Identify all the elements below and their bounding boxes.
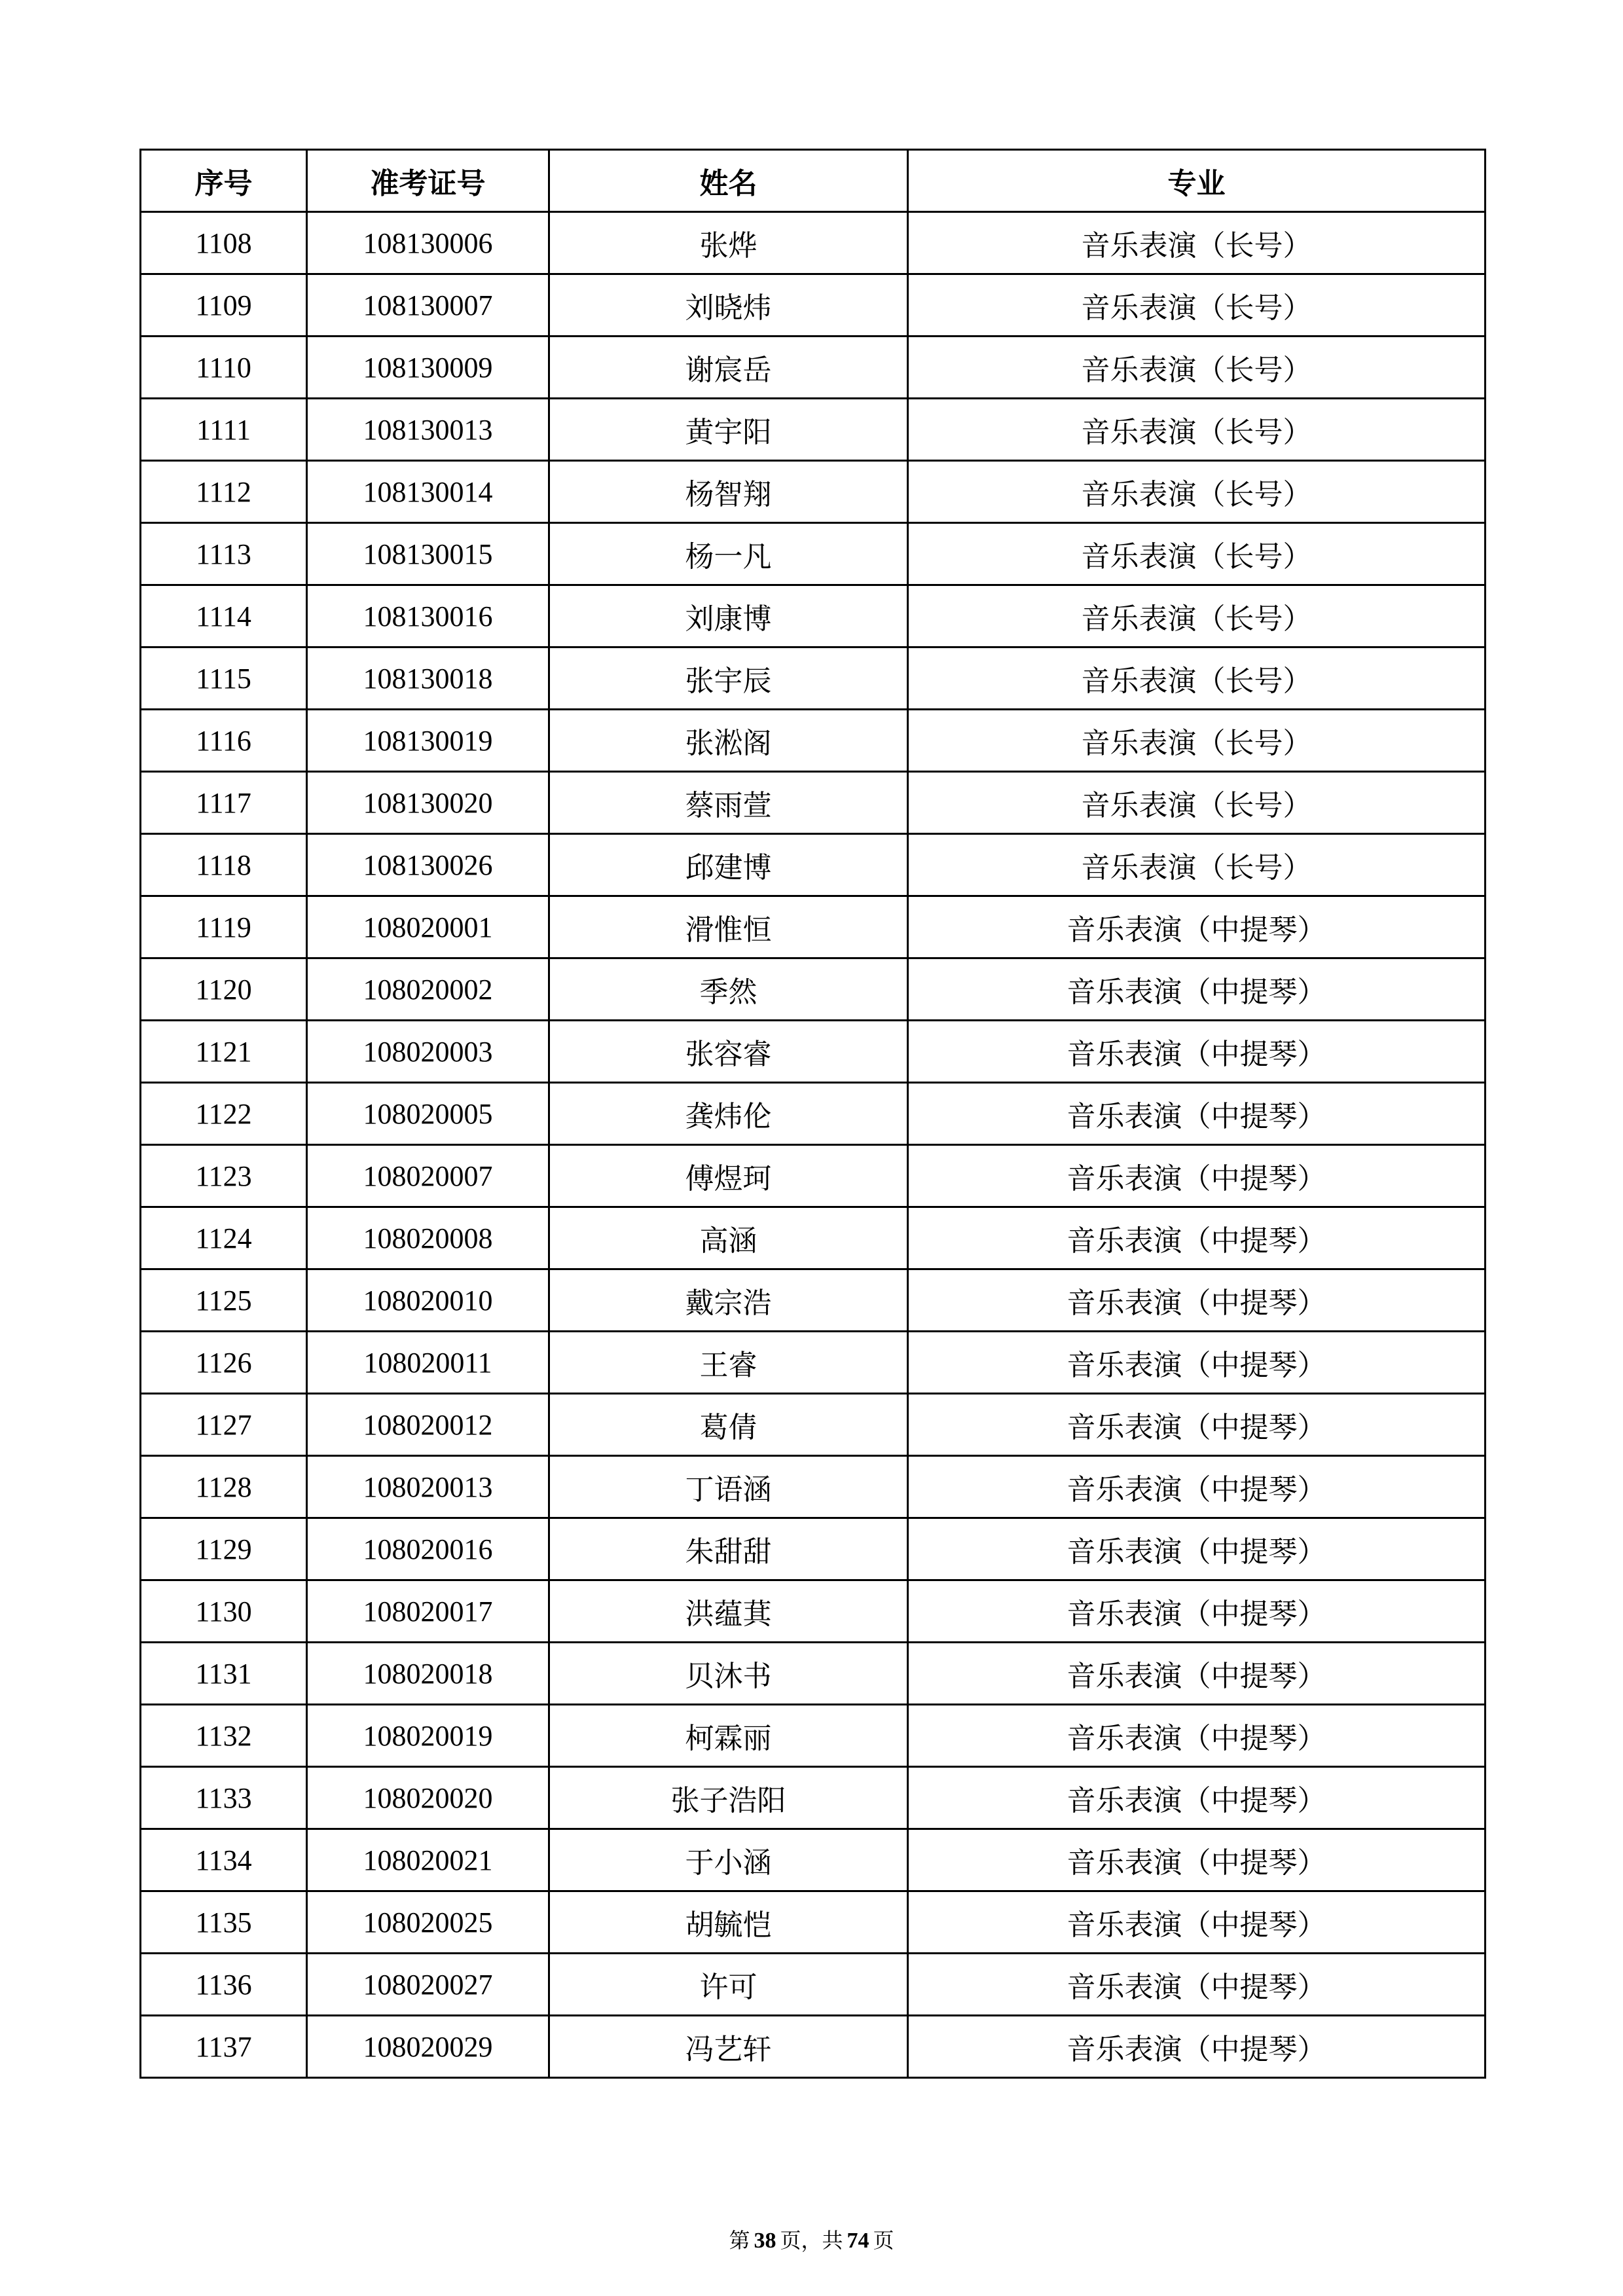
- cell-index: 1115: [141, 647, 307, 710]
- cell-name: 龚炜伦: [549, 1083, 908, 1145]
- cell-name: 张子浩阳: [549, 1767, 908, 1829]
- cell-exam-id: 108130019: [307, 710, 549, 772]
- cell-exam-id: 108020001: [307, 896, 549, 958]
- cell-major: 音乐表演（中提琴）: [908, 1145, 1486, 1207]
- cell-major: 音乐表演（中提琴）: [908, 1021, 1486, 1083]
- cell-major: 音乐表演（中提琴）: [908, 1394, 1486, 1456]
- cell-major: 音乐表演（长号）: [908, 337, 1486, 399]
- table-row: [141, 1954, 1486, 2016]
- cell-name: 洪蕴萁: [549, 1580, 908, 1643]
- cell-name: 傅煜珂: [549, 1145, 908, 1207]
- table-row: [141, 337, 1486, 399]
- cell-exam-id: 108020029: [307, 2016, 549, 2078]
- header-row: [141, 150, 1486, 212]
- cell-index: 1121: [141, 1021, 307, 1083]
- cell-index: 1130: [141, 1580, 307, 1643]
- table-row: [141, 1021, 1486, 1083]
- cell-index: 1108: [141, 212, 307, 274]
- header-major: 专业: [908, 150, 1486, 212]
- cell-major: 音乐表演（中提琴）: [908, 1643, 1486, 1705]
- table-row: [141, 274, 1486, 337]
- cell-name: 冯艺轩: [549, 2016, 908, 2078]
- cell-name: 张宇辰: [549, 647, 908, 710]
- cell-index: 1110: [141, 337, 307, 399]
- footer-page-number: 38: [754, 2229, 776, 2253]
- cell-name: 王睿: [549, 1332, 908, 1394]
- cell-name: 刘晓炜: [549, 274, 908, 337]
- cell-major: 音乐表演（中提琴）: [908, 1332, 1486, 1394]
- cell-exam-id: 108020011: [307, 1332, 549, 1394]
- cell-exam-id: 108020003: [307, 1021, 549, 1083]
- cell-exam-id: 108020010: [307, 1269, 549, 1332]
- footer-prefix: 第: [729, 2228, 750, 2253]
- cell-index: 1123: [141, 1145, 307, 1207]
- table-row: [141, 1394, 1486, 1456]
- cell-name: 高涵: [549, 1207, 908, 1269]
- table-row: [141, 710, 1486, 772]
- cell-name: 胡毓恺: [549, 1891, 908, 1954]
- cell-index: 1131: [141, 1643, 307, 1705]
- cell-exam-id: 108130015: [307, 523, 549, 585]
- cell-index: 1129: [141, 1518, 307, 1580]
- cell-name: 杨一凡: [549, 523, 908, 585]
- cell-exam-id: 108130018: [307, 647, 549, 710]
- cell-exam-id: 108020008: [307, 1207, 549, 1269]
- table-row: [141, 647, 1486, 710]
- table-row: [141, 1829, 1486, 1891]
- cell-exam-id: 108020017: [307, 1580, 549, 1643]
- header-exam-id: 准考证号: [307, 150, 549, 212]
- cell-index: 1128: [141, 1456, 307, 1518]
- cell-name: 张烨: [549, 212, 908, 274]
- cell-exam-id: 108020007: [307, 1145, 549, 1207]
- cell-exam-id: 108020025: [307, 1891, 549, 1954]
- cell-index: 1136: [141, 1954, 307, 2016]
- table-row: [141, 1269, 1486, 1332]
- cell-major: 音乐表演（长号）: [908, 647, 1486, 710]
- cell-name: 丁语涵: [549, 1456, 908, 1518]
- cell-index: 1112: [141, 461, 307, 523]
- cell-index: 1122: [141, 1083, 307, 1145]
- cell-name: 于小涵: [549, 1829, 908, 1891]
- cell-exam-id: 108020019: [307, 1705, 549, 1767]
- cell-exam-id: 108020002: [307, 958, 549, 1021]
- cell-major: 音乐表演（长号）: [908, 710, 1486, 772]
- cell-exam-id: 108020027: [307, 1954, 549, 2016]
- page-footer: [0, 2224, 1623, 2254]
- table-row: [141, 461, 1486, 523]
- cell-index: 1133: [141, 1767, 307, 1829]
- cell-index: 1132: [141, 1705, 307, 1767]
- cell-major: 音乐表演（长号）: [908, 461, 1486, 523]
- cell-exam-id: 108130014: [307, 461, 549, 523]
- cell-index: 1120: [141, 958, 307, 1021]
- cell-index: 1137: [141, 2016, 307, 2078]
- cell-name: 葛倩: [549, 1394, 908, 1456]
- cell-name: 张淞阁: [549, 710, 908, 772]
- cell-name: 张容睿: [549, 1021, 908, 1083]
- cell-major: 音乐表演（中提琴）: [908, 1829, 1486, 1891]
- footer-suffix: 页: [873, 2228, 894, 2253]
- cell-index: 1135: [141, 1891, 307, 1954]
- cell-name: 杨智翔: [549, 461, 908, 523]
- table-row: [141, 212, 1486, 274]
- cell-major: 音乐表演（长号）: [908, 212, 1486, 274]
- cell-name: 贝沐书: [549, 1643, 908, 1705]
- cell-exam-id: 108130026: [307, 834, 549, 896]
- cell-exam-id: 108020005: [307, 1083, 549, 1145]
- cell-major: 音乐表演（中提琴）: [908, 1705, 1486, 1767]
- cell-major: 音乐表演（长号）: [908, 523, 1486, 585]
- roster-table: [139, 149, 1486, 2079]
- cell-major: 音乐表演（长号）: [908, 399, 1486, 461]
- cell-major: 音乐表演（中提琴）: [908, 1207, 1486, 1269]
- cell-major: 音乐表演（长号）: [908, 772, 1486, 834]
- cell-name: 滑惟恒: [549, 896, 908, 958]
- cell-exam-id: 108130009: [307, 337, 549, 399]
- cell-major: 音乐表演（长号）: [908, 274, 1486, 337]
- cell-index: 1126: [141, 1332, 307, 1394]
- table-row: [141, 1145, 1486, 1207]
- cell-major: 音乐表演（长号）: [908, 834, 1486, 896]
- cell-major: 音乐表演（中提琴）: [908, 1891, 1486, 1954]
- cell-index: 1125: [141, 1269, 307, 1332]
- cell-name: 朱甜甜: [549, 1518, 908, 1580]
- cell-name: 黄宇阳: [549, 399, 908, 461]
- cell-major: 音乐表演（长号）: [908, 585, 1486, 647]
- cell-name: 柯霖丽: [549, 1705, 908, 1767]
- cell-major: 音乐表演（中提琴）: [908, 1083, 1486, 1145]
- cell-major: 音乐表演（中提琴）: [908, 1518, 1486, 1580]
- cell-index: 1111: [141, 399, 307, 461]
- table-row: [141, 772, 1486, 834]
- header-name: 姓名: [549, 150, 908, 212]
- table-row: [141, 1705, 1486, 1767]
- cell-exam-id: 108020018: [307, 1643, 549, 1705]
- cell-exam-id: 108020013: [307, 1456, 549, 1518]
- cell-name: 刘康博: [549, 585, 908, 647]
- roster-body: [141, 212, 1486, 2078]
- cell-exam-id: 108020016: [307, 1518, 549, 1580]
- cell-name: 戴宗浩: [549, 1269, 908, 1332]
- table-row: [141, 1891, 1486, 1954]
- cell-index: 1117: [141, 772, 307, 834]
- table-row: [141, 958, 1486, 1021]
- cell-index: 1127: [141, 1394, 307, 1456]
- cell-major: 音乐表演（中提琴）: [908, 2016, 1486, 2078]
- cell-name: 邱建博: [549, 834, 908, 896]
- table-row: [141, 896, 1486, 958]
- cell-index: 1113: [141, 523, 307, 585]
- cell-major: 音乐表演（中提琴）: [908, 1456, 1486, 1518]
- cell-name: 谢宸岳: [549, 337, 908, 399]
- cell-name: 蔡雨萱: [549, 772, 908, 834]
- table-row: [141, 834, 1486, 896]
- cell-major: 音乐表演（中提琴）: [908, 1954, 1486, 2016]
- table-row: [141, 399, 1486, 461]
- cell-major: 音乐表演（中提琴）: [908, 1269, 1486, 1332]
- cell-exam-id: 108020020: [307, 1767, 549, 1829]
- cell-major: 音乐表演（中提琴）: [908, 1767, 1486, 1829]
- cell-exam-id: 108130013: [307, 399, 549, 461]
- cell-index: 1118: [141, 834, 307, 896]
- footer-total-pages: 74: [847, 2229, 869, 2253]
- cell-major: 音乐表演（中提琴）: [908, 958, 1486, 1021]
- table-row: [141, 1643, 1486, 1705]
- table-row: [141, 2016, 1486, 2078]
- header-index: 序号: [141, 150, 307, 212]
- table-row: [141, 1083, 1486, 1145]
- table-row: [141, 1207, 1486, 1269]
- cell-exam-id: 108130020: [307, 772, 549, 834]
- cell-exam-id: 108020012: [307, 1394, 549, 1456]
- cell-index: 1119: [141, 896, 307, 958]
- cell-exam-id: 108130007: [307, 274, 549, 337]
- table-row: [141, 523, 1486, 585]
- cell-exam-id: 108020021: [307, 1829, 549, 1891]
- footer-middle: 页，共: [780, 2228, 843, 2253]
- cell-index: 1109: [141, 274, 307, 337]
- table-row: [141, 1518, 1486, 1580]
- table-row: [141, 1580, 1486, 1643]
- table-row: [141, 585, 1486, 647]
- table-row: [141, 1332, 1486, 1394]
- cell-exam-id: 108130016: [307, 585, 549, 647]
- cell-index: 1134: [141, 1829, 307, 1891]
- cell-exam-id: 108130006: [307, 212, 549, 274]
- cell-name: 许可: [549, 1954, 908, 2016]
- cell-major: 音乐表演（中提琴）: [908, 1580, 1486, 1643]
- cell-index: 1124: [141, 1207, 307, 1269]
- table-row: [141, 1767, 1486, 1829]
- cell-index: 1114: [141, 585, 307, 647]
- cell-name: 季然: [549, 958, 908, 1021]
- cell-index: 1116: [141, 710, 307, 772]
- cell-major: 音乐表演（中提琴）: [908, 896, 1486, 958]
- table-row: [141, 1456, 1486, 1518]
